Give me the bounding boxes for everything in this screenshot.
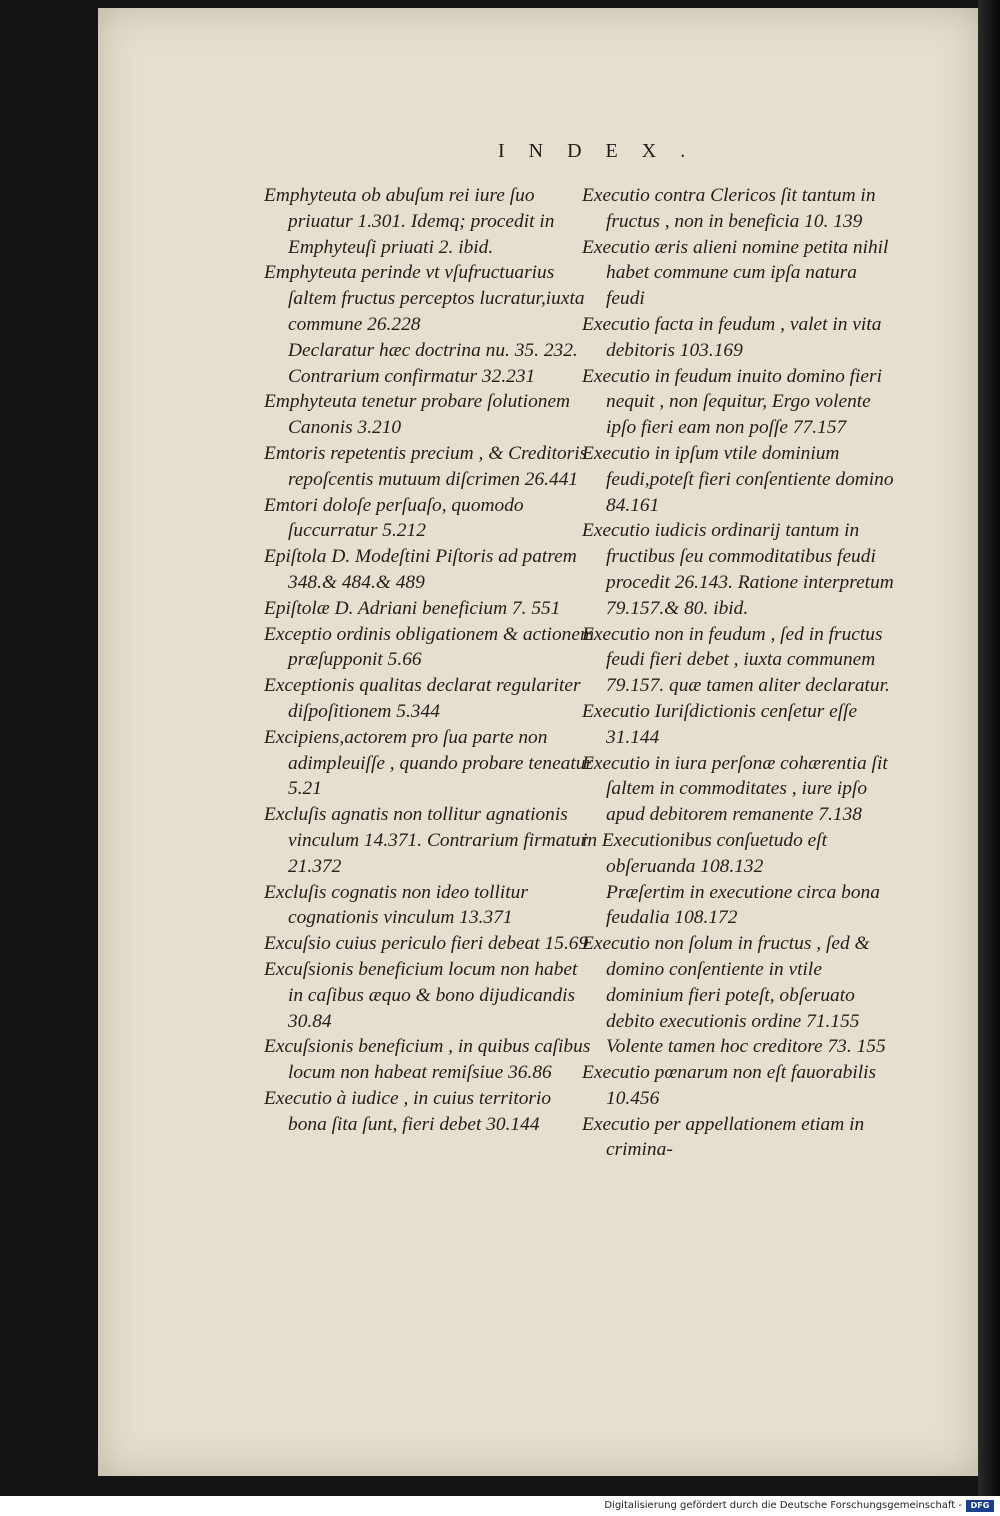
index-entry: Executio contra Clericos ſit tantum in fructus , non in beneficia 10. 139 [582, 185, 876, 232]
index-entry: Executio non ſolum in fructus , ſed & domino conſentiente in vtile dominium fieri poteſt, obſeruato debito executionis ordine 71.155 [582, 933, 870, 1032]
index-entry: Executio in iura perſonæ cohærentia ſit ſaltem in commoditates , iure ipſo apud debitorem remanente 7.138 [582, 752, 888, 826]
index-entry: Præſertim in executione circa bona feudalia 108.172 [606, 881, 880, 929]
index-entry: Excuſsio cuius periculo fieri debeat 15.69 [264, 933, 589, 955]
index-entry: Executio æris alieni nomine petita nihil habet commune cum ipſa natura feudi [582, 236, 889, 310]
index-entry: Epiſtola D. Modeſtini Piſtoris ad patrem 348.& 484.& 489 [264, 546, 577, 593]
index-entry: Excluſis cognatis non ideo tollitur cognationis vinculum 13.371 [264, 881, 528, 929]
index-entry: Executio Iuriſdictionis cenſetur eſſe 31.144 [582, 700, 858, 748]
book-gutter [978, 0, 1000, 1496]
index-entry: Executio in ipſum vtile dominium feudi,poteſt fieri conſentiente domino 84.161 [582, 442, 894, 516]
page-header: INDEX. [498, 140, 710, 162]
index-entry: Declaratur hæc doctrina nu. 35. 232. Contrarium confirmatur 32.231 [288, 339, 578, 387]
index-entry: Volente tamen hoc creditore 73. 155 [606, 1036, 886, 1058]
footer-bar [0, 1496, 1000, 1516]
dfg-logo: DFG [966, 1500, 994, 1512]
index-column-right [582, 183, 894, 1163]
index-entry: Emphyteuta tenetur probare ſolutionem Canonis 3.210 [264, 391, 571, 439]
index-entry: Exceptio ordinis obligationem & actionem præſupponit 5.66 [264, 623, 594, 671]
index-entry: Emtori doloſe perſuaſo, quomodo ſuccurratur 5.212 [264, 494, 524, 542]
index-column-left [264, 183, 594, 1137]
index-entry: Emtoris repetentis precium , & Creditoris repoſcentis mutuum diſcrimen 26.441 [264, 442, 588, 490]
index-entry: Executio in feudum inuito domino fieri nequit , non ſequitur, Ergo volente ipſo fieri eam non poſſe 77.157 [582, 365, 882, 439]
funding-credit: Digitalisierung gefördert durch die Deutsche Forschungsgemeinschaft - [604, 1500, 962, 1511]
index-entry: Exceptionis qualitas declarat regulariter diſpoſitionem 5.344 [264, 675, 581, 722]
index-entry: Executio non in feudum , ſed in fructus feudi fieri debet , iuxta communem 79.157. quæ tamen aliter declaratur. [582, 623, 890, 697]
index-entry: Executio iudicis ordinarij tantum in fructibus ſeu commoditatibus feudi procedit 26.143. Ratione interpretum 79.157.& 80. ibid. [582, 520, 894, 619]
index-entry: Epiſtolæ D. Adriani beneficium 7. 551 [264, 597, 561, 619]
index-entry: Excuſsionis beneficium , in quibus caſibus locum non habeat remiſsiue 36.86 [264, 1036, 591, 1084]
index-entry: Emphyteuta perinde vt vſufructuarius ſaltem fructus perceptos lucratur,iuxta commune 26.228 [264, 262, 585, 335]
index-entry: Excipiens,actorem pro ſua parte non adimpleuiſſe , quando probare teneatur 5.21 [264, 726, 594, 800]
index-entry: Executio facta in feudum , valet in vita debitoris 103.169 [582, 313, 882, 361]
index-entry: Emphyteuta ob abuſum rei iure ſuo priuatur 1.301. Idemq; procedit in Emphyteuſi priuati 2. ibid. [264, 185, 555, 258]
index-entry: Excuſsionis beneficium locum non habet in caſibus æquo & bono dijudicandis 30.84 [264, 958, 578, 1032]
index-entry: in Executionibus conſuetudo eſt obſeruanda 108.132 [582, 829, 828, 877]
index-entry: Executio pœnarum non eſt fauorabilis 10.456 [582, 1062, 877, 1109]
index-entry: Executio per appellationem etiam in crimina- [582, 1113, 865, 1161]
index-entry: Executio à iudice , in cuius territorio bona ſita ſunt, fieri debet 30.144 [264, 1087, 552, 1135]
index-entry: Excluſis agnatis non tollitur agnationis vinculum 14.371. Contrarium firmatur 21.372 [264, 804, 589, 877]
